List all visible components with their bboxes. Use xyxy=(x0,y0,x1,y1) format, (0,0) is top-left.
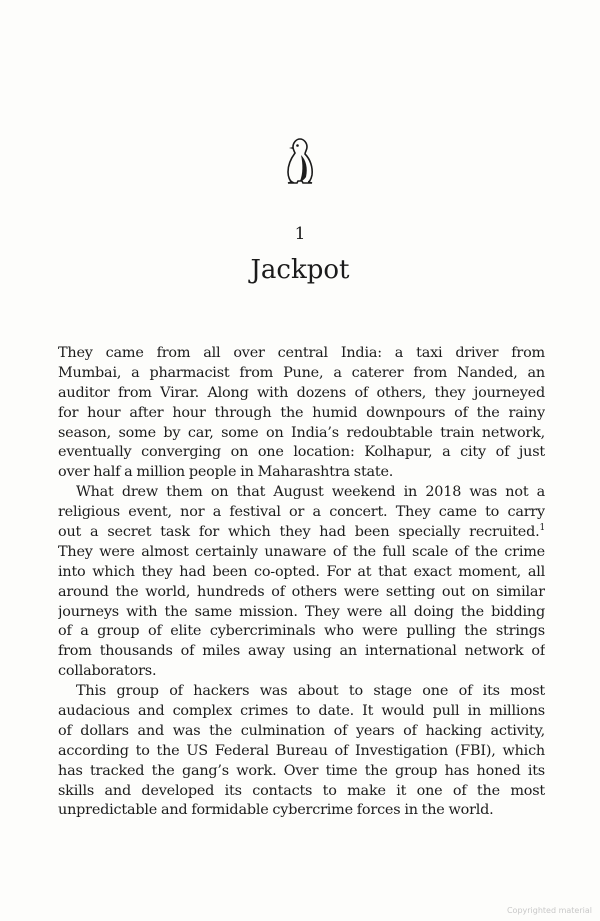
body-line-text: around the world, hundreds of others were setting out on similar xyxy=(58,583,545,600)
body-line xyxy=(58,404,545,424)
body-line-text: auditor from Virar. Along with dozens of others, they journeyed xyxy=(58,384,545,401)
body-line xyxy=(58,364,545,384)
body-line-text: of dollars and was the culmination of years of hacking activity, xyxy=(58,722,545,739)
body-line-text: season, some by car, some on India’s redoubtable train network, xyxy=(58,424,545,441)
body-line-text: What drew them on that August weekend in 2018 was not a xyxy=(76,484,545,501)
body-line xyxy=(58,424,545,444)
body-line-text: into which they had been co-opted. For at that exact moment, all xyxy=(58,563,545,580)
body-line-text: according to the US Federal Bureau of Investigation (FBI), which xyxy=(58,742,545,759)
body-line-text: They were almost certainly unaware of the full scale of the crime xyxy=(58,543,545,560)
body-line xyxy=(58,762,545,782)
body-line-text: over half a million people in Maharashtra state. xyxy=(58,464,394,481)
body-line-text: out a secret task for which they had been specially recruited. xyxy=(58,524,540,541)
chapter-body-text xyxy=(58,344,545,821)
penguin-logo-icon xyxy=(282,136,318,186)
body-line-text: of a group of elite cybercriminals who were pulling the strings xyxy=(58,623,545,640)
body-line xyxy=(58,344,545,364)
body-line xyxy=(58,782,545,802)
body-line-text: skills and developed its contacts to make it one of the most xyxy=(58,782,545,799)
body-line-text: They came from all over central India: a taxi driver from xyxy=(58,345,545,361)
body-line-text: religious event, nor a festival or a concert. They came to carry xyxy=(58,504,545,521)
body-line xyxy=(58,563,545,583)
body-line xyxy=(58,801,545,821)
body-line xyxy=(58,742,545,762)
body-line-text: Mumbai, a pharmacist from Pune, a caterer from Nanded, an xyxy=(58,364,545,381)
body-line xyxy=(58,463,545,483)
body-line-text: audacious and complex crimes to date. It would pull in millions xyxy=(58,703,545,720)
watermark: Copyrighted material xyxy=(506,906,592,915)
body-line-text: journeys with the same mission. They were all doing the bidding xyxy=(58,603,545,620)
body-line xyxy=(58,583,545,603)
body-line-text: from thousands of miles away using an international network of xyxy=(58,643,545,660)
body-line xyxy=(58,702,545,722)
body-line xyxy=(58,642,545,662)
body-line-text: has tracked the gang’s work. Over time the group has honed its xyxy=(58,762,545,779)
body-line-text: unpredictable and formidable cybercrime forces in the world. xyxy=(58,802,494,819)
body-line xyxy=(58,622,545,642)
body-line xyxy=(58,523,545,543)
body-line xyxy=(58,722,545,742)
body-line xyxy=(58,443,545,463)
body-line-text: eventually converging on one location: Kolhapur, a city of just xyxy=(58,444,545,461)
body-line-text: for hour after hour through the humid downpours of the rainy xyxy=(58,404,545,421)
body-line xyxy=(58,603,545,623)
footnote-marker[interactable]: 1 xyxy=(539,523,545,534)
body-line xyxy=(58,384,545,404)
body-line-text: This group of hackers was about to stage one of its most xyxy=(76,683,545,700)
body-line xyxy=(58,543,545,563)
body-line xyxy=(58,682,545,702)
body-line-text: collaborators. xyxy=(58,663,157,680)
body-line xyxy=(58,483,545,503)
chapter-number: 1 xyxy=(294,224,306,244)
body-line xyxy=(58,662,545,682)
chapter-title: Jackpot xyxy=(250,255,350,285)
body-line xyxy=(58,503,545,523)
